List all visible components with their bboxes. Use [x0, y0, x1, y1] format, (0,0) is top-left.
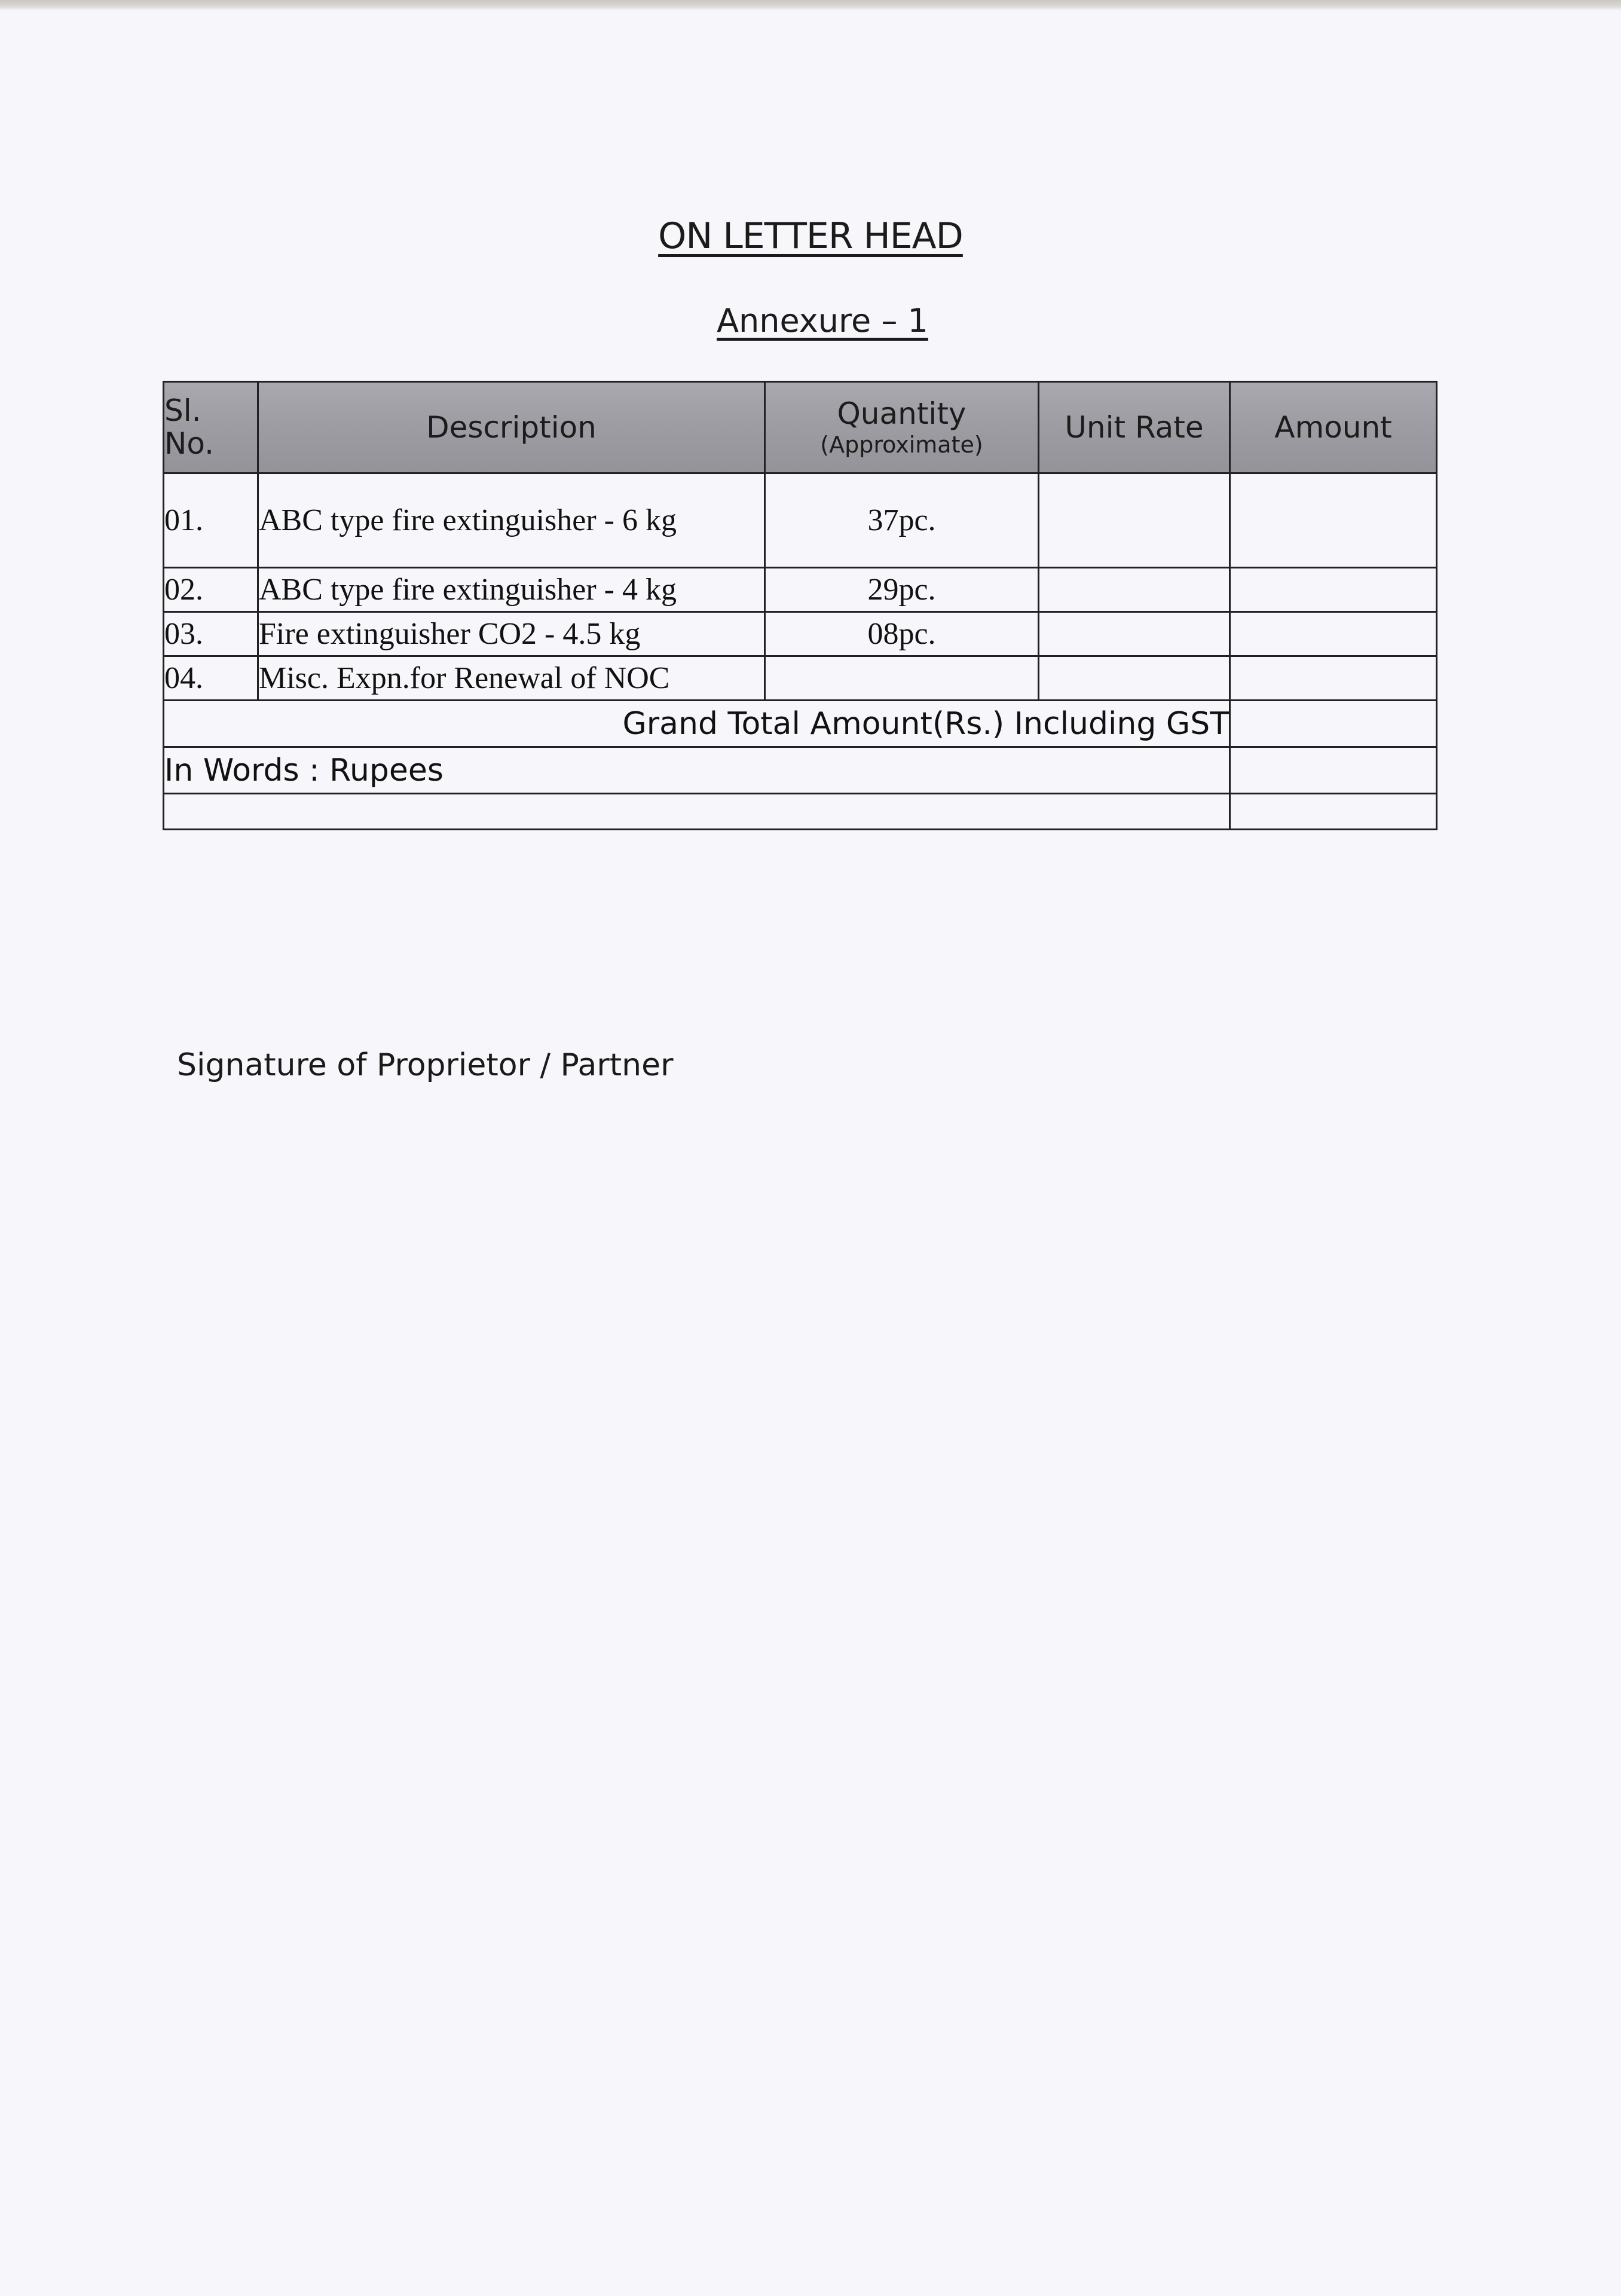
grand-total-row	[164, 701, 1437, 747]
row-unit-rate[interactable]	[1039, 656, 1230, 701]
header-amount: Amount	[1230, 382, 1437, 473]
blank-row-amount[interactable]	[1230, 794, 1437, 830]
header-quantity	[765, 382, 1039, 473]
row-quantity	[765, 656, 1039, 701]
in-words-row	[164, 747, 1437, 794]
annexure-title: Annexure – 1	[717, 302, 928, 340]
row-unit-rate[interactable]	[1039, 568, 1230, 612]
signature-label: Signature of Proprietor / Partner	[177, 1047, 674, 1083]
row-sl: 04.	[164, 656, 258, 701]
in-words-label: In Words : Rupees	[164, 747, 1230, 794]
row-amount[interactable]	[1230, 612, 1437, 656]
row-unit-rate[interactable]	[1039, 612, 1230, 656]
row-sl: 03.	[164, 612, 258, 656]
grand-total-value[interactable]	[1230, 701, 1437, 747]
row-description: ABC type fire extinguisher - 6 kg	[258, 473, 765, 568]
row-quantity: 37pc.	[765, 473, 1039, 568]
row-quantity: 08pc.	[765, 612, 1039, 656]
table-row	[164, 473, 1437, 568]
in-words-value[interactable]	[1230, 747, 1437, 794]
grand-total-label: Grand Total Amount(Rs.) Including GST	[164, 701, 1230, 747]
header-sl-no	[164, 382, 258, 473]
blank-row	[164, 794, 1437, 830]
letterhead-title: ON LETTER HEAD	[658, 215, 963, 257]
header-sl-line1: Sl.	[164, 393, 201, 428]
header-quantity-note: (Approximate)	[820, 431, 983, 458]
table-row	[164, 612, 1437, 656]
row-amount[interactable]	[1230, 568, 1437, 612]
row-sl: 02.	[164, 568, 258, 612]
row-amount[interactable]	[1230, 473, 1437, 568]
row-sl: 01.	[164, 473, 258, 568]
row-amount[interactable]	[1230, 656, 1437, 701]
table-row	[164, 568, 1437, 612]
row-quantity: 29pc.	[765, 568, 1039, 612]
row-description: Fire extinguisher CO2 - 4.5 kg	[258, 612, 765, 656]
header-description: Description	[258, 382, 765, 473]
scan-top-edge	[0, 0, 1621, 11]
row-description: Misc. Expn.for Renewal of NOC	[258, 656, 765, 701]
row-description: ABC type fire extinguisher - 4 kg	[258, 568, 765, 612]
header-quantity-label: Quantity	[837, 396, 967, 431]
row-unit-rate[interactable]	[1039, 473, 1230, 568]
blank-row-cell[interactable]	[164, 794, 1230, 830]
header-sl-line2: No.	[164, 426, 215, 461]
header-unit-rate: Unit Rate	[1039, 382, 1230, 473]
table-row	[164, 656, 1437, 701]
table-header-row	[164, 382, 1437, 473]
annexure-table	[163, 381, 1438, 830]
